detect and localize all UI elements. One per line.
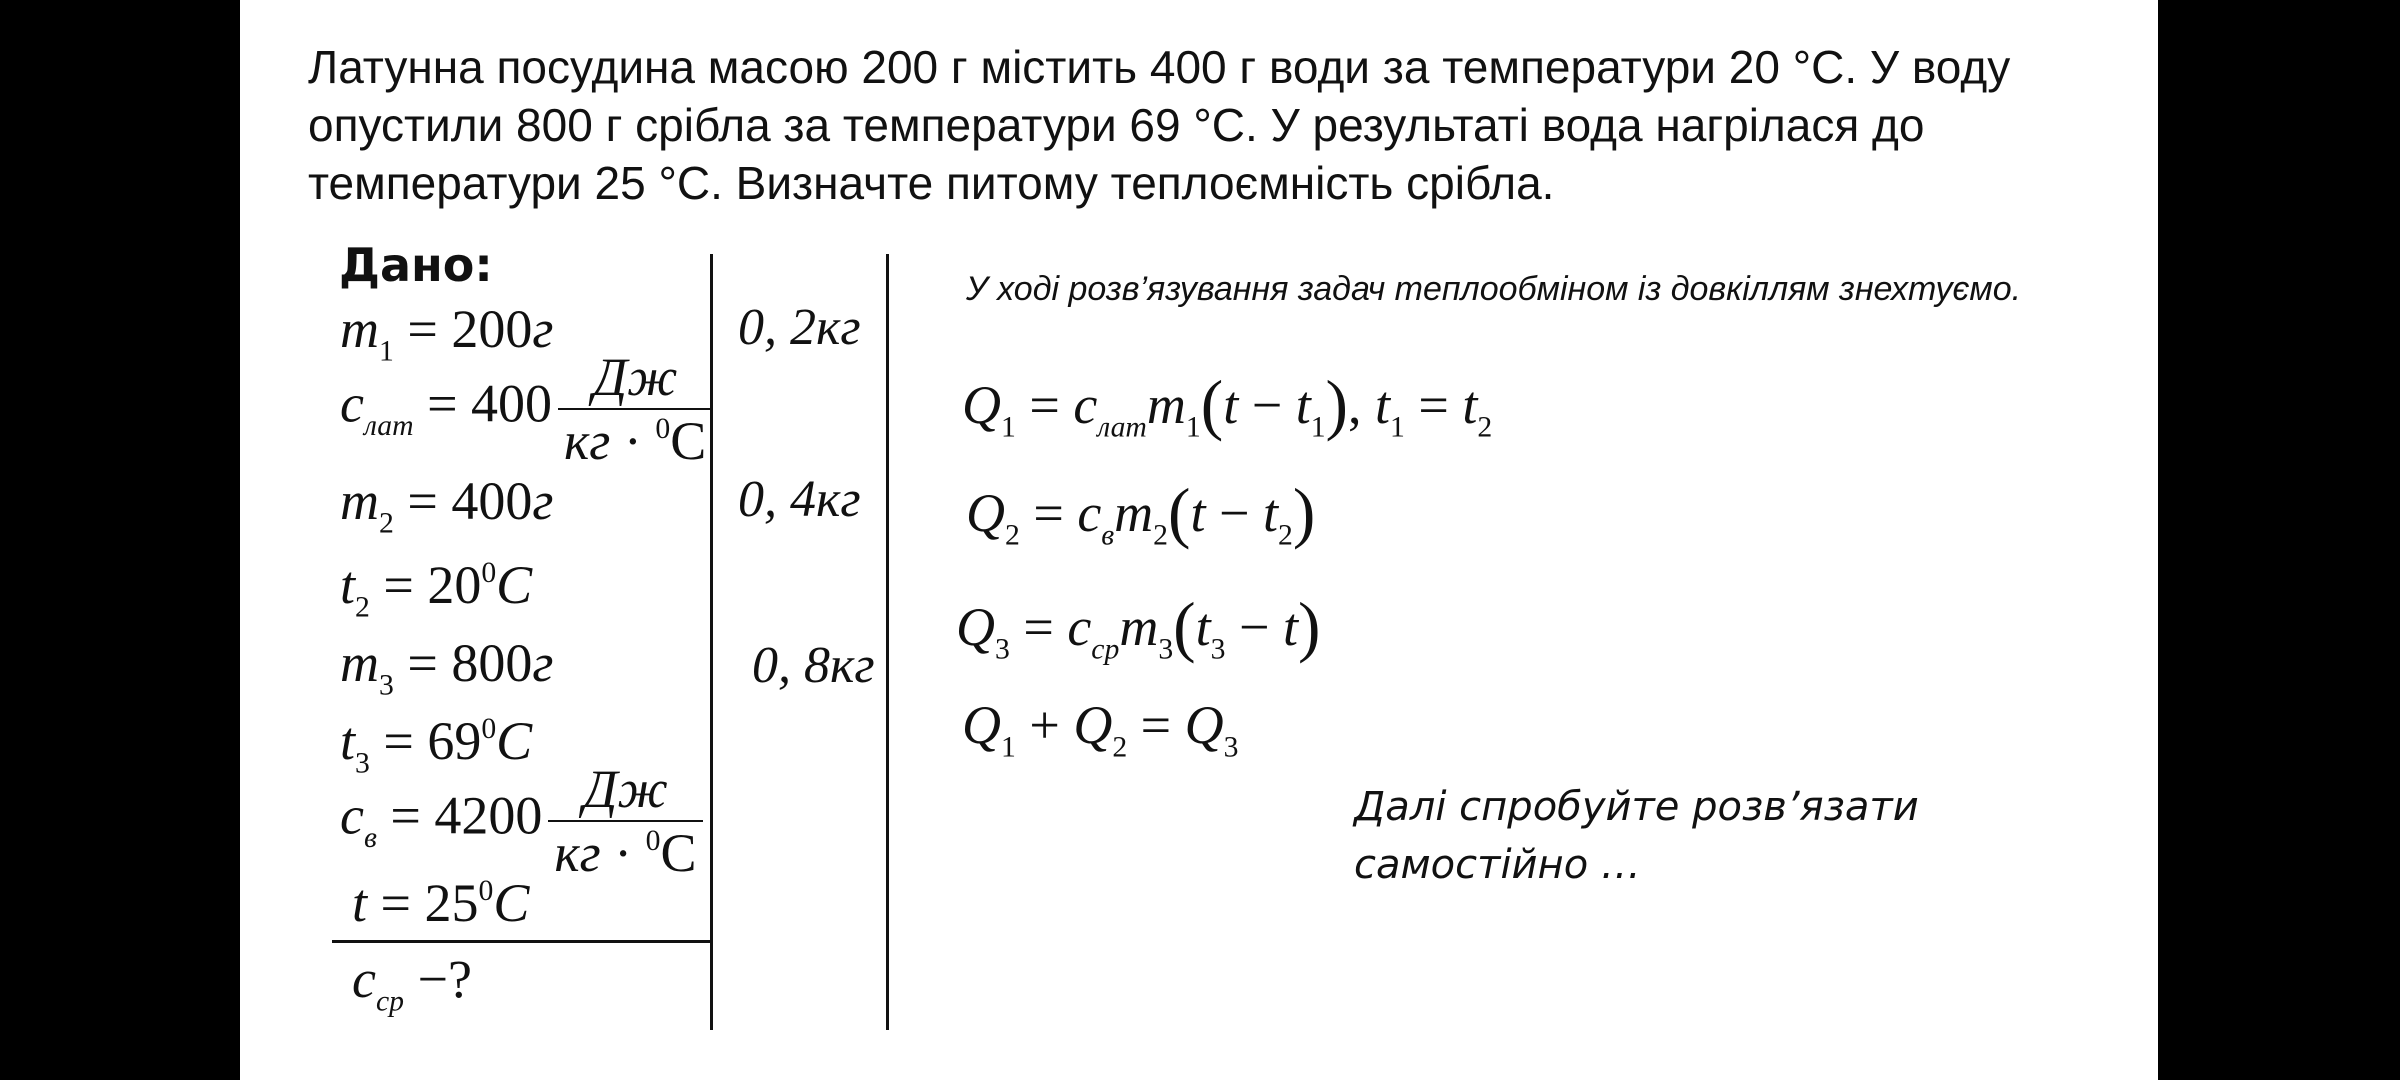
given-title: Дано: — [339, 238, 493, 292]
si-m3: 0, 8кг — [752, 637, 875, 694]
given-c-brass: $c_{лат} = 400$ $\frac{Дж}{кг \cdot ^0C}$ — [340, 350, 712, 468]
hint-line: самостійно … — [1354, 842, 1641, 888]
equation-q1: $Q_1 = c_{лат}m_1(t - t_1)$, $t_1 = t_2$ — [962, 367, 1493, 444]
si-m1: 0, 2кг — [738, 299, 861, 356]
fraction: $\frac{Дж}{кг \cdot ^0C}$ — [548, 762, 702, 880]
equation-q2: $Q_2 = c_вm_2(t - t_2)$ — [966, 475, 1316, 552]
si-m2: 0, 4кг — [738, 471, 861, 528]
equation-q3: $Q_3 = c_{ср}m_3(t_3 - t)$ — [956, 589, 1321, 666]
find-separator — [332, 940, 713, 943]
given-m2: $m_2 = 400г$ — [340, 471, 554, 540]
hint-line: Далі спробуйте розв’язати — [1354, 784, 1919, 830]
given-t2: $t_2 = 20^0C$ — [340, 555, 533, 624]
si-divider — [886, 254, 889, 1030]
given-t3: $t_3 = 69^0C$ — [340, 711, 533, 780]
fraction: $\frac{Дж}{кг \cdot ^0C}$ — [558, 350, 712, 468]
given-m3: $m_3 = 800г$ — [340, 633, 554, 702]
problem-line: Латунна посудина масою 200 г містить 400 г води за температури 20 °С. У воду — [308, 41, 2011, 93]
equation-balance: $Q_1 + Q_2 = Q_3$ — [962, 695, 1239, 764]
problem-statement — [308, 38, 2128, 212]
problem-line: опустили 800 г срібла за температури 69 °С. У результаті вода нагрілася до — [308, 99, 1925, 151]
slide — [240, 0, 2158, 1080]
given-divider — [710, 254, 713, 1030]
problem-line: температури 25 °С. Визначте питому теплоємність срібла. — [308, 157, 1555, 209]
solution-note: У ході розв’язування задач теплообміном із довкіллям знехтуємо. — [966, 270, 2022, 308]
given-c-water: $c_в = 4200$ $\frac{Дж}{кг \cdot ^0C}$ — [340, 762, 703, 880]
find-c-silver: $c_{ср}$ −? — [352, 949, 472, 1018]
hint-text — [1354, 778, 1919, 894]
given-m1: $m_1 = 200г$ — [340, 299, 554, 368]
given-t: $t = 25^0C$ — [352, 873, 530, 933]
